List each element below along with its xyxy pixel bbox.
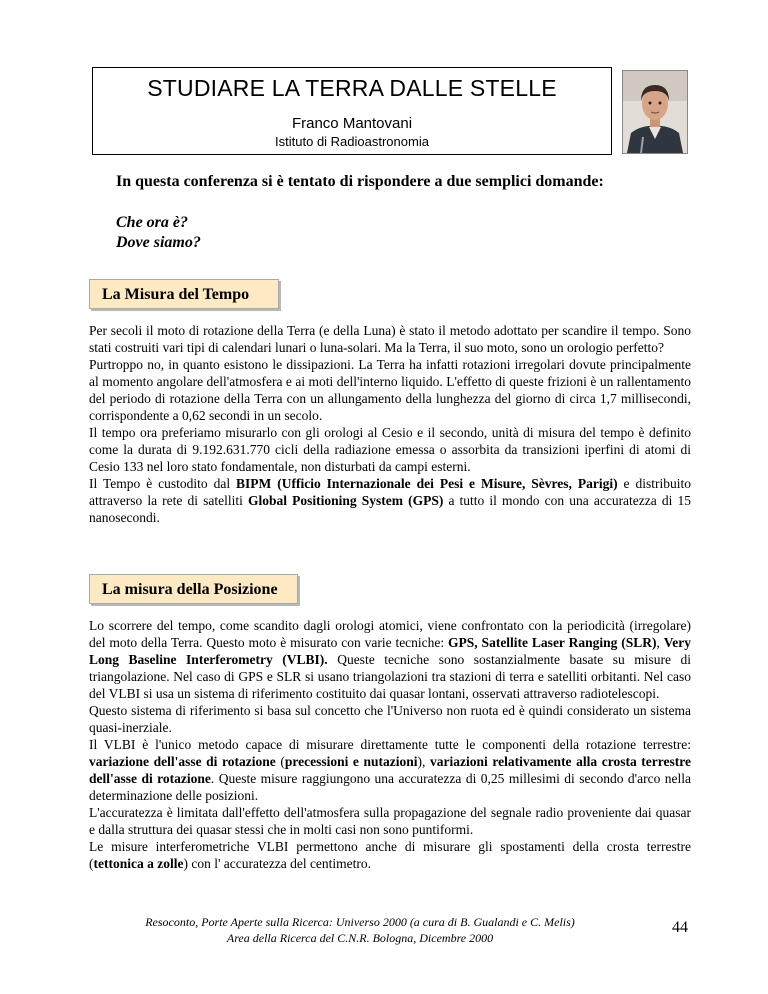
question-2: Dove siamo?: [116, 234, 201, 251]
text-span: Queste tecniche sono sostanzialmente basate su misure di triangolazione. Nel caso di GPS e SLR si usano triangolazioni tra stazioni di terra e satelliti orbitanti. Nel caso del VLBI si usa un sistema di riferimento costituito dai quasar lontani, osservati attraverso radiotelescopi.: [89, 652, 692, 701]
institute-name: Istituto di Radioastronomia: [275, 134, 429, 149]
author-photo: [622, 70, 688, 154]
bold-text: variazioni relativamente alla crosta terrestre dell'asse di rotazione: [89, 754, 692, 786]
text-span: Il VLBI è l'unico metodo capace di misurare direttamente tutte le componenti della rotazione terrestre:: [89, 737, 691, 752]
intro-text: In questa conferenza si è tentato di rispondere a due semplici domande:: [116, 173, 604, 190]
text-span: Lo scorrere del tempo, come scandito dagli orologi atomici, viene confrontato con la periodicità (irregolare) del moto della Terra. Questo moto è misurato con varie tecniche:: [89, 618, 691, 650]
text-span: ) con l' accuratezza del centimetro.: [183, 856, 372, 871]
section-body-position: [89, 617, 691, 872]
document-title: STUDIARE LA TERRA DALLE STELLE: [147, 75, 557, 101]
bold-text: Global Positioning System (GPS): [248, 493, 444, 508]
footer-line-2: Area della Ricerca del C.N.R. Bologna, Dicembre 2000: [226, 931, 494, 945]
paragraph: [89, 838, 691, 872]
text-span: (: [275, 754, 285, 769]
page-footer: [100, 914, 620, 946]
question-1: Che ora è?: [116, 214, 188, 231]
title-box: [92, 67, 612, 155]
author-name: Franco Mantovani: [291, 115, 413, 132]
footer-line-1: Resoconto, Porte Aperte sulla Ricerca: Universo 2000 (a cura di B. Gualandi e C. Melis): [145, 915, 575, 929]
bold-text: tettonica a zolle: [93, 856, 184, 871]
paragraph: Questo sistema di riferimento si basa sul concetto che l'Universo non ruota ed è quindi considerato un sistema quasi-inerziale.: [89, 703, 691, 735]
text-span: ),: [417, 754, 430, 769]
text-span: Il Tempo è custodito dal: [89, 476, 237, 491]
bold-text: GPS, Satellite Laser Ranging (SLR): [448, 635, 657, 650]
paragraph: Purtroppo no, in quanto esistono le dissipazioni. La Terra ha infatti rotazioni irregolari dovute principalmente al momento angolare dell'atmosfera e ai moti dell'interno liquido. L'effetto di queste frizioni è un rallentamento del periodo di rotazione della Terra con un allungamento della lunghezza del giorno di circa 1,7 millisecondi, corrispondente a 0,62 secondi in un secolo.: [89, 357, 691, 423]
paragraph: L'accuratezza è limitata dall'effetto dell'atmosfera sulla propagazione del segnale radio proveniente dai quasar e dalla struttura dei quasar stessi che in molti casi non sono puntiformi.: [89, 805, 691, 837]
text-span: e distribuito attraverso la rete di satelliti: [89, 476, 691, 508]
text-span: ,: [656, 635, 664, 650]
paragraph: [89, 736, 691, 804]
paragraph: [89, 475, 691, 526]
text-span: a tutto il mondo con una accuratezza di 15 nanosecondi.: [89, 493, 691, 525]
page-number: 44: [672, 919, 688, 936]
section-body-time: [89, 322, 691, 526]
bold-text: variazione dell'asse di rotazione: [89, 754, 276, 769]
bold-text: precessioni e nutazioni: [284, 754, 418, 769]
text-span: Le misure interferometriche VLBI permettono anche di misurare gli spostamenti della crosta terrestre (: [89, 839, 691, 871]
paragraph: Il tempo ora preferiamo misurarlo con gli orologi al Cesio e il secondo, unità di misura del tempo è definito come la durata di 9.192.631.770 cicli della radiazione emessa o assorbita da transizioni iperfini di atomi di Cesio 133 nel loro stato fondamentale, non disturbati da campi esterni.: [89, 425, 691, 474]
section-heading-time: La Misura del Tempo: [89, 279, 279, 309]
text-span: . Queste misure raggiungono una accuratezza di 0,25 millesimi di secondo d'arco nella determinazione delle posizioni.: [89, 771, 692, 803]
section-heading-position: La misura della Posizione: [89, 574, 298, 604]
paragraph: [89, 617, 691, 702]
paragraph: Per secoli il moto di rotazione della Terra (e della Luna) è stato il metodo adottato per scandire il tempo. Sono stati costruiti vari tipi di calendari lunari o luna-solari. Ma la Terra, il suo moto, sono un orologio perfetto?: [89, 323, 691, 355]
bold-text: BIPM (Ufficio Internazionale dei Pesi e Misure, Sèvres, Parigi): [236, 476, 618, 491]
bold-text: Very Long Baseline Interferometry (VLBI).: [89, 635, 691, 667]
